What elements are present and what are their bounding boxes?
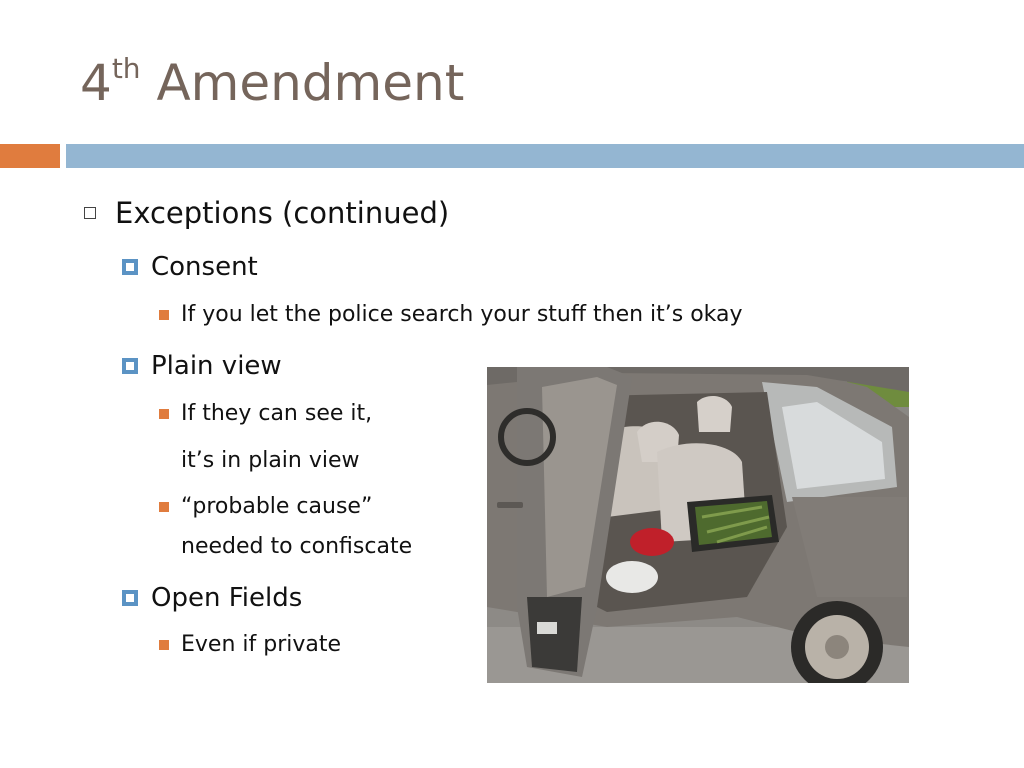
orange-square-bullet-icon <box>159 502 169 512</box>
bullet-probable-cause-2: needed to confiscate <box>181 534 413 559</box>
bullet-exceptions: Exceptions (continued) <box>115 196 450 230</box>
blue-square-bullet-icon <box>122 590 138 606</box>
bullet-plain-view-detail-2: it’s in plain view <box>181 448 360 473</box>
car-photo <box>487 367 909 683</box>
slide-title <box>80 52 464 114</box>
bullet-plain-view: Plain view <box>151 351 282 381</box>
title-number: 4 <box>80 54 112 112</box>
accent-bar-blue <box>66 144 1024 168</box>
blue-square-bullet-icon <box>122 358 138 374</box>
orange-square-bullet-icon <box>159 640 169 650</box>
bullet-open-fields-detail: Even if private <box>181 632 342 657</box>
open-square-bullet-icon <box>84 207 96 219</box>
bullet-probable-cause-1: “probable cause” <box>181 494 373 519</box>
blue-square-bullet-icon <box>122 259 138 275</box>
orange-square-bullet-icon <box>159 310 169 320</box>
bullet-consent: Consent <box>151 252 258 282</box>
title-superscript: th <box>111 52 141 85</box>
bullet-plain-view-detail-1: If they can see it, <box>181 401 373 426</box>
bullet-open-fields: Open Fields <box>151 583 303 613</box>
accent-bar-orange <box>0 144 60 168</box>
orange-square-bullet-icon <box>159 409 169 419</box>
title-text: Amendment <box>140 54 465 112</box>
bullet-consent-detail: If you let the police search your stuff then it’s okay <box>181 302 743 327</box>
